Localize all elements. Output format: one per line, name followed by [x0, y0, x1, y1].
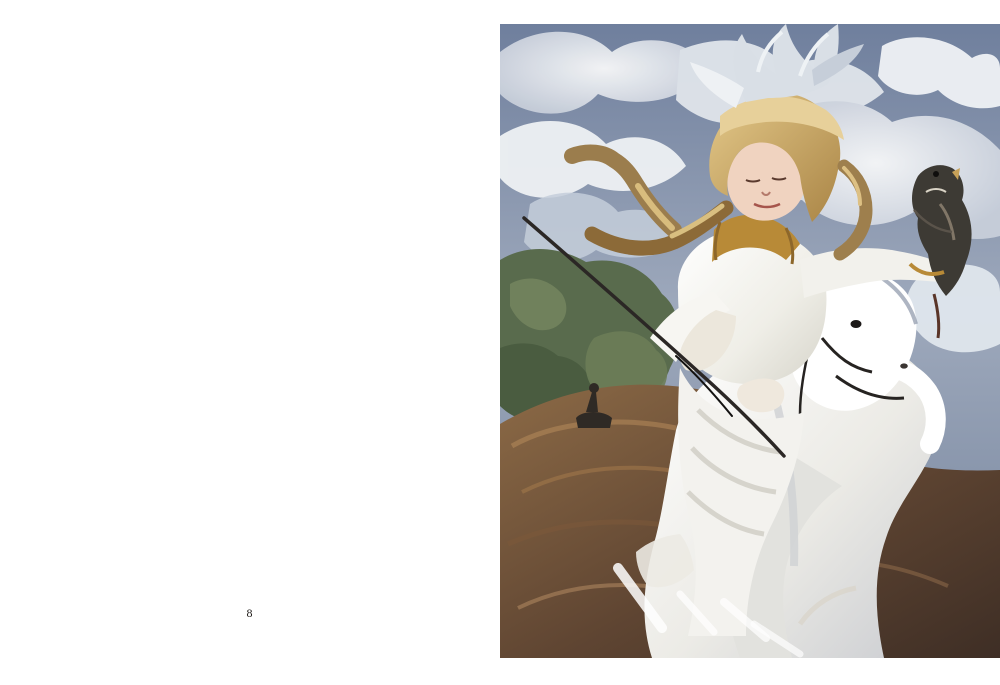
illustration-artwork: [500, 24, 1000, 658]
rider-illustration: [500, 24, 1000, 658]
right-page: [500, 0, 1000, 685]
page-number: 8: [246, 606, 254, 620]
